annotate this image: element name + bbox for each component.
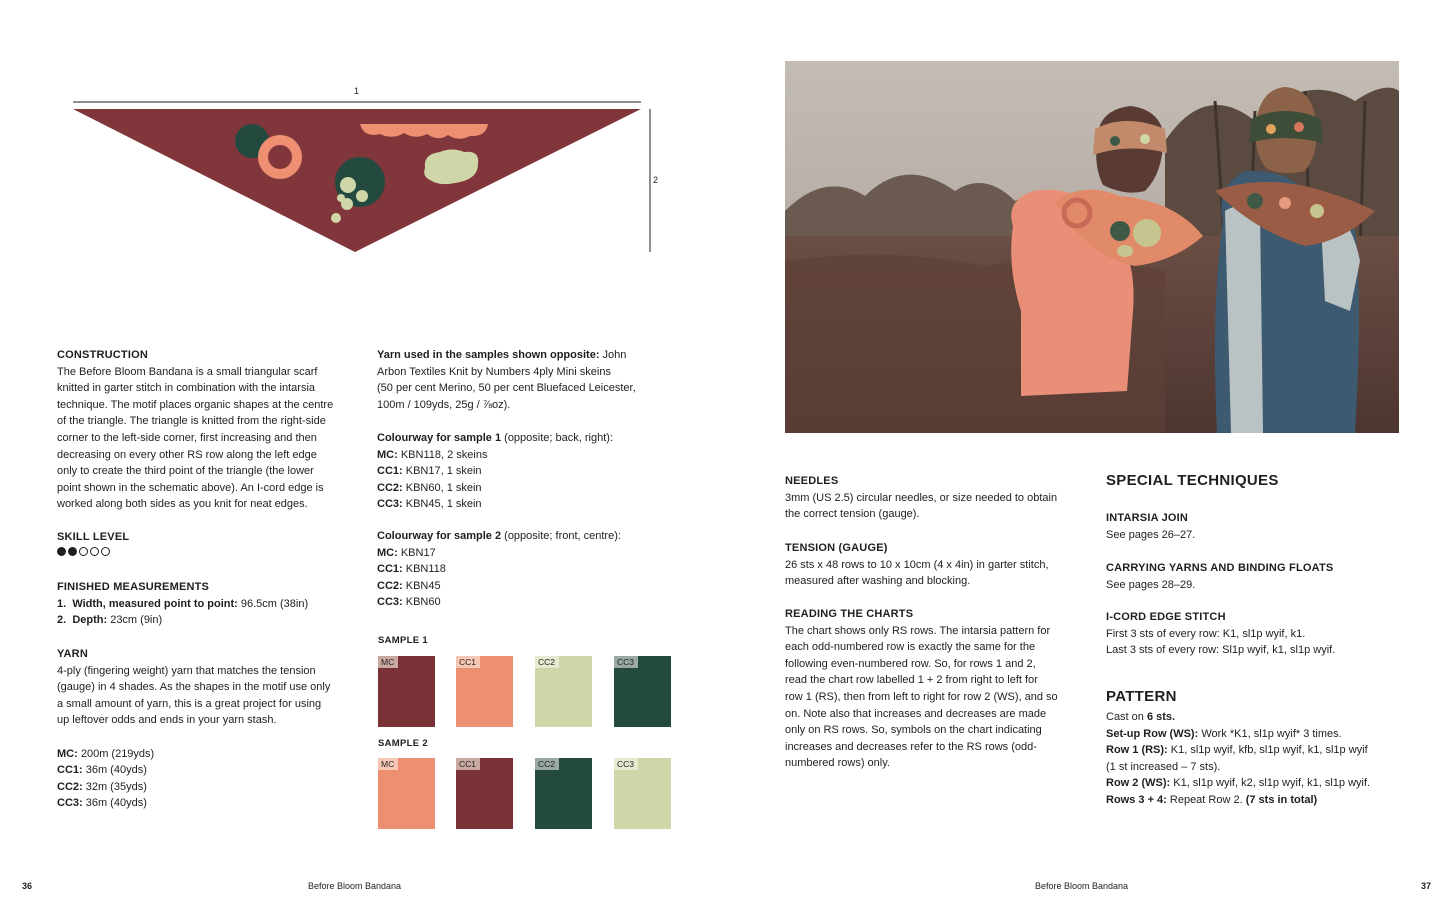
colourway-item-value: KBN118, 2 skeins bbox=[397, 448, 488, 461]
colourway-item-label: CC2: bbox=[377, 579, 403, 592]
skill-dot-filled-icon bbox=[57, 547, 66, 556]
skill-level-section bbox=[57, 529, 357, 556]
measurement-label: Width, measured point to point: bbox=[72, 597, 238, 610]
colourway-item-value: KBN118 bbox=[402, 563, 446, 576]
construction-heading: CONSTRUCTION bbox=[57, 349, 149, 361]
yarn-used-section bbox=[377, 347, 677, 413]
stitch-total: (7 sts in total) bbox=[1245, 793, 1318, 806]
construction-line: technique. The motif places organic shapes at the centre bbox=[57, 398, 334, 411]
icord-line: Last 3 sts of every row: Sl1p wyif, k1, sl1p wyif. bbox=[1106, 644, 1336, 657]
swatch-tag: CC1 bbox=[456, 758, 480, 770]
colourway-item-label: CC3: bbox=[377, 498, 403, 511]
bandana-schematic-drawing bbox=[60, 82, 670, 262]
icord-edge-heading: I-CORD EDGE STITCH bbox=[1106, 611, 1226, 623]
reading-line: row 1 (RS), then from left to right for row 2 (WS), and so bbox=[785, 690, 1058, 703]
swatch-tag: MC bbox=[378, 656, 398, 668]
pattern-heading: PATTERN bbox=[1106, 688, 1177, 705]
yarn-heading: YARN bbox=[57, 648, 88, 660]
yarn-amount-label: CC2: bbox=[57, 780, 83, 793]
yarn-amount-value: 36m (40yds) bbox=[82, 797, 147, 810]
swatch bbox=[535, 656, 592, 727]
cast-on-line bbox=[1106, 709, 1426, 726]
colourway-item bbox=[377, 545, 677, 562]
row-text: K1, sl1p wyif, k2, sl1p wyif, k1, sl1p wyif. bbox=[1170, 777, 1371, 790]
colourway-item-value: KBN17 bbox=[397, 546, 436, 559]
construction-line: of the triangle. The triangle is knitted from the right-side bbox=[57, 415, 326, 428]
swatch-tag: MC bbox=[378, 758, 398, 770]
colourway-label: Colourway for sample 1 bbox=[377, 432, 502, 444]
yarn-line: (gauge) in 4 shades. As the shapes in the motif use only bbox=[57, 681, 331, 694]
swatch-tag: CC3 bbox=[614, 758, 638, 770]
yarn-amount bbox=[57, 762, 357, 779]
skill-dot-empty-icon bbox=[79, 547, 88, 556]
colourway-2-title bbox=[377, 528, 677, 545]
special-techniques-heading: SPECIAL TECHNIQUES bbox=[1106, 472, 1279, 489]
carrying-yarns-heading: CARRYING YARNS AND BINDING FLOATS bbox=[1106, 562, 1334, 574]
construction-line: worked along both sides as you knit for neat edges. bbox=[57, 498, 308, 511]
colourway-item-label: CC3: bbox=[377, 596, 403, 609]
right-running-title: Before Bloom Bandana bbox=[1035, 881, 1129, 891]
row-text: Repeat Row 2. bbox=[1166, 793, 1246, 806]
yarn-used-first-line bbox=[377, 347, 677, 364]
skill-dot-filled-icon bbox=[68, 547, 77, 556]
reading-line: read the chart row labelled 1 + 2 from right to left for bbox=[785, 674, 1038, 687]
row-label: Rows 3 + 4: bbox=[1106, 793, 1167, 806]
reading-line: numbered rows) only. bbox=[785, 757, 890, 770]
yarn-line: a small amount of yarn, this is a great project for using bbox=[57, 697, 322, 710]
yarn-used-line: (50 per cent Merino, 50 per cent Bluefaced Leicester, bbox=[377, 382, 636, 395]
reading-line: increases and decreases refer to the RS rows (odd- bbox=[785, 740, 1037, 753]
colourway-note: (opposite; back, right): bbox=[501, 432, 613, 444]
construction-section bbox=[57, 347, 357, 513]
swatch bbox=[614, 758, 671, 829]
skill-level-rating bbox=[57, 547, 357, 556]
colourway-item bbox=[377, 496, 677, 513]
tension-line: measured after washing and blocking. bbox=[785, 575, 971, 588]
yarn-amount bbox=[57, 746, 357, 763]
swatch bbox=[535, 758, 592, 829]
icord-line: First 3 sts of every row: K1, sl1p wyif, k1. bbox=[1106, 627, 1306, 640]
skill-dot-empty-icon bbox=[101, 547, 110, 556]
colourway-item-label: MC: bbox=[377, 546, 398, 559]
colourway-1-title bbox=[377, 430, 677, 447]
swatch-tag: CC2 bbox=[535, 656, 559, 668]
motif-sage-dot bbox=[340, 177, 356, 193]
swatch-tag: CC3 bbox=[614, 656, 638, 668]
colourway-2-section bbox=[377, 528, 677, 611]
measurement-value: 23cm (9in) bbox=[107, 614, 163, 627]
yarn-amount-label: CC3: bbox=[57, 797, 83, 810]
intarsia-join-section bbox=[1106, 510, 1406, 543]
pattern-instructions bbox=[1106, 709, 1426, 809]
colourway-item bbox=[377, 561, 677, 578]
colourway-item-value: KBN17, 1 skein bbox=[402, 465, 482, 478]
yarn-used-line: 100m / 109yds, 25g / ⅞oz). bbox=[377, 398, 511, 411]
measurement-depth bbox=[57, 612, 357, 629]
row-1-line bbox=[1106, 742, 1426, 759]
yarn-used-text: John bbox=[599, 349, 627, 361]
colourway-item-label: CC1: bbox=[377, 465, 403, 478]
sample-1-heading: SAMPLE 1 bbox=[378, 635, 428, 646]
yarn-amount-value: 200m (219yds) bbox=[77, 747, 155, 760]
colourway-item-label: CC1: bbox=[377, 563, 403, 576]
swatch-tag: CC2 bbox=[535, 758, 559, 770]
intarsia-join-heading: INTARSIA JOIN bbox=[1106, 512, 1189, 524]
needles-line: 3mm (US 2.5) circular needles, or size needed to obtain bbox=[785, 491, 1058, 504]
row-label: Set-up Row (WS): bbox=[1106, 727, 1199, 740]
carrying-yarns-section bbox=[1106, 560, 1406, 593]
colourway-item-label: MC: bbox=[377, 448, 398, 461]
motif-ring-hole bbox=[268, 145, 292, 169]
finished-measurements-heading: FINISHED MEASUREMENTS bbox=[57, 581, 210, 593]
reading-line: on. Note also that increases and decreases are made bbox=[785, 707, 1047, 720]
needles-heading: NEEDLES bbox=[785, 475, 839, 487]
colourway-item bbox=[377, 594, 677, 611]
finished-measurements-section bbox=[57, 579, 357, 629]
colourway-item-value: KBN60 bbox=[402, 596, 441, 609]
photo-two-people-wearing-bandanas bbox=[785, 61, 1399, 433]
colourway-item-label: CC2: bbox=[377, 481, 403, 494]
tension-heading: TENSION (GAUGE) bbox=[785, 542, 888, 554]
yarn-amount-label: CC1: bbox=[57, 764, 83, 777]
yarn-line: up leftover odds and ends in your yarn stash. bbox=[57, 714, 277, 727]
row-2-line bbox=[1106, 775, 1426, 792]
colourway-item bbox=[377, 463, 677, 480]
row-label: Row 1 (RS): bbox=[1106, 744, 1168, 757]
skill-dot-empty-icon bbox=[90, 547, 99, 556]
swatch bbox=[456, 758, 513, 829]
motif-sage-dot bbox=[337, 194, 345, 202]
construction-line: The Before Bloom Bandana is a small triangular scarf bbox=[57, 365, 318, 378]
swatch bbox=[456, 656, 513, 727]
row-1-continued: (1 st increased – 7 sts). bbox=[1106, 760, 1221, 773]
measurement-label: Depth: bbox=[72, 614, 108, 627]
reading-charts-section bbox=[785, 606, 1085, 772]
needles-line: the correct tension (gauge). bbox=[785, 508, 920, 521]
width-dimension-label: 1 bbox=[354, 86, 360, 96]
sample-1-swatches bbox=[378, 656, 678, 727]
measurement-value: 96.5cm (38in) bbox=[237, 597, 309, 610]
colourway-1-section bbox=[377, 430, 677, 513]
cast-on-text: Cast on bbox=[1106, 711, 1147, 723]
reading-charts-heading: READING THE CHARTS bbox=[785, 608, 914, 620]
right-page-number: 37 bbox=[1421, 881, 1432, 891]
needles-section bbox=[785, 473, 1085, 523]
measurement-number: 2. bbox=[57, 614, 67, 627]
construction-line: corner to the left-side corner, first increasing and then bbox=[57, 431, 317, 444]
yarn-amount-label: MC: bbox=[57, 747, 78, 760]
colourway-item bbox=[377, 480, 677, 497]
sample-2-swatches bbox=[378, 758, 678, 829]
yarn-amount-value: 32m (35yds) bbox=[82, 780, 147, 793]
colourway-item bbox=[377, 447, 677, 464]
depth-dimension-label: 2 bbox=[653, 175, 659, 185]
construction-text bbox=[57, 364, 357, 513]
colourway-label: Colourway for sample 2 bbox=[377, 530, 502, 542]
yarn-section bbox=[57, 646, 357, 812]
sample-2-heading: SAMPLE 2 bbox=[378, 738, 428, 749]
tension-line: 26 sts x 48 rows to 10 x 10cm (4 x 4in) in garter stitch, bbox=[785, 558, 1049, 571]
left-running-title: Before Bloom Bandana bbox=[308, 881, 402, 891]
construction-line: point shown in the schematic above). An I-cord edge is bbox=[57, 481, 324, 494]
colourway-item bbox=[377, 578, 677, 595]
swatch bbox=[378, 656, 435, 727]
left-page-number: 36 bbox=[22, 881, 33, 891]
row-text: K1, sl1p wyif, kfb, sl1p wyif, k1, sl1p wyif bbox=[1167, 744, 1368, 757]
construction-line: knitted in garter stitch in combination with the intarsia bbox=[57, 382, 316, 395]
reading-line: each odd-numbered row is exactly the same for the bbox=[785, 641, 1036, 654]
construction-line: only to create the third point of the triangle (the lower bbox=[57, 465, 314, 478]
cast-on-count: 6 sts. bbox=[1146, 711, 1176, 723]
reading-line: The chart shows only RS rows. The intarsia pattern for bbox=[785, 624, 1051, 637]
carrying-yarns-text: See pages 28–29. bbox=[1106, 578, 1196, 591]
rows-3-4-line bbox=[1106, 792, 1426, 809]
swatch bbox=[378, 758, 435, 829]
motif-sage-dot bbox=[356, 190, 368, 202]
yarn-amount bbox=[57, 795, 357, 812]
swatch-tag: CC1 bbox=[456, 656, 480, 668]
colourway-note: (opposite; front, centre): bbox=[501, 530, 621, 542]
motif-sage-dot bbox=[331, 213, 341, 223]
bandana-schematic bbox=[60, 82, 670, 262]
tension-section bbox=[785, 540, 1085, 590]
measurement-number: 1. bbox=[57, 597, 67, 610]
construction-line: decreasing on every other RS row along the left edge bbox=[57, 448, 317, 461]
yarn-line: 4-ply (fingering weight) yarn that matches the tension bbox=[57, 664, 316, 677]
colourway-item-value: KBN45, 1 skein bbox=[402, 498, 482, 511]
row-text: Work *K1, sl1p wyif* 3 times. bbox=[1198, 727, 1342, 740]
row-label: Row 2 (WS): bbox=[1106, 777, 1171, 790]
colourway-item-value: KBN45 bbox=[402, 579, 441, 592]
yarn-used-line: Arbon Textiles Knit by Numbers 4ply Mini skeins bbox=[377, 365, 611, 378]
intarsia-join-text: See pages 26–27. bbox=[1106, 528, 1196, 541]
measurement-width bbox=[57, 596, 357, 613]
swatch bbox=[614, 656, 671, 727]
photo-illustration bbox=[785, 61, 1399, 433]
skill-level-heading: SKILL LEVEL bbox=[57, 531, 130, 543]
yarn-amount bbox=[57, 779, 357, 796]
reading-line: only on RS rows. So, symbols on the chart indicating bbox=[785, 724, 1042, 737]
yarn-amount-value: 36m (40yds) bbox=[82, 764, 147, 777]
reading-line: following even-numbered row. So, for rows 1 and 2, bbox=[785, 657, 1036, 670]
setup-row-line bbox=[1106, 726, 1426, 743]
colourway-item-value: KBN60, 1 skein bbox=[402, 481, 482, 494]
icord-edge-section bbox=[1106, 609, 1406, 659]
yarn-used-label: Yarn used in the samples shown opposite: bbox=[377, 349, 600, 361]
